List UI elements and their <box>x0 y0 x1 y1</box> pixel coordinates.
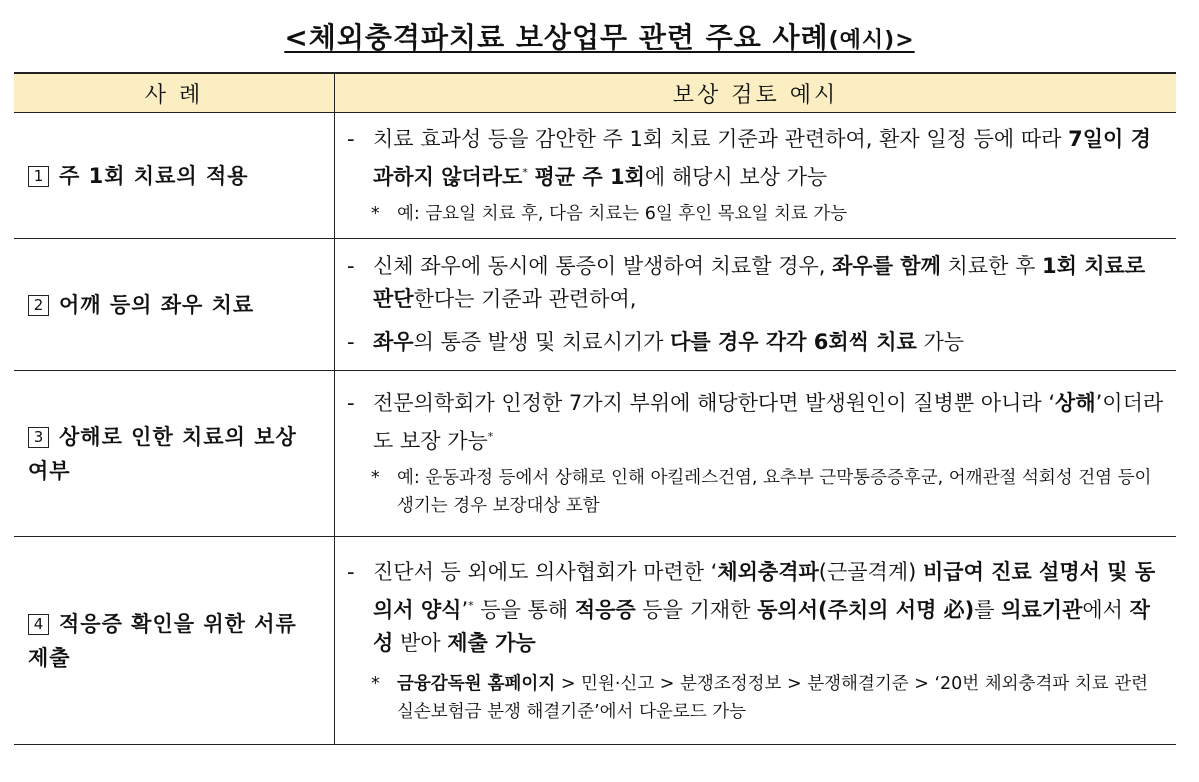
review-bold: 1회 치료로 판단 <box>373 254 1146 311</box>
table-row <box>14 371 1176 537</box>
footnote-star: * <box>371 673 380 694</box>
footnote-bold: 금융감독원 홈페이지 <box>397 673 556 694</box>
review-bold: 좌우 <box>373 330 414 354</box>
cases-table <box>14 72 1176 745</box>
case-title: 어깨 등의 좌우 치료 <box>59 292 255 317</box>
review-text: 진단서 등 외에도 의사협회가 마련한 ‘ <box>373 559 718 584</box>
dash-marker: - <box>347 391 355 415</box>
review-text: (근골격계) <box>818 559 923 584</box>
review-text: 가능 <box>916 330 965 354</box>
review-text: ’이더라도 보장 가능 <box>373 391 1164 453</box>
review-bold: 적응증 <box>574 597 636 622</box>
review-cell <box>335 239 1177 371</box>
case-title: 상해로 인한 치료의 보상 여부 <box>28 424 297 483</box>
title-suffix: (예시)> <box>828 28 915 53</box>
review-bold: 의료기관 <box>1001 597 1083 622</box>
document-title <box>0 16 1199 56</box>
review-bold: 제출 가능 <box>447 630 536 655</box>
review-bold: 동의서(주치의 서명 必) <box>757 597 975 622</box>
review-bold: 다를 경우 각각 6회씩 치료 <box>670 330 917 354</box>
review-item <box>347 326 1164 359</box>
table-row <box>14 537 1176 745</box>
review-item <box>347 250 1164 316</box>
case-cell <box>14 239 335 371</box>
table-row <box>14 113 1176 239</box>
review-bold: 좌우를 함께 <box>832 254 941 278</box>
review-text: 신체 좌우에 동시에 통증이 발생하여 치료할 경우, <box>373 254 833 278</box>
review-text: 등을 통해 <box>473 597 575 622</box>
review-bold: 비급여 진료 설명서 및 동의서 양식 <box>373 559 1156 622</box>
review-text: 등을 기재한 <box>635 597 758 622</box>
dash-marker: - <box>347 127 355 151</box>
review-bold: 평균 주 1회 <box>534 165 645 189</box>
case-number-box: 2 <box>28 295 49 316</box>
review-item <box>347 123 1164 194</box>
review-text <box>528 165 535 189</box>
review-bold: 체외충격파 <box>717 559 819 584</box>
review-text: ’ <box>461 597 469 622</box>
dash-marker: - <box>347 559 355 584</box>
footnote-text: > 민원·신고 > 분쟁조정정보 > 분쟁해결기준 > ‘20번 체외충격파 치료 관련 실손보험금 분쟁 해결기준’에서 다운로드 가능 <box>397 673 1149 722</box>
footnote <box>347 670 1164 726</box>
case-number-box: 3 <box>28 427 49 448</box>
footnote <box>347 200 1164 228</box>
case-number-box: 1 <box>28 166 49 187</box>
footnote-mark: * <box>468 598 474 612</box>
dash-marker: - <box>347 254 355 278</box>
review-text: 치료한 후 <box>940 254 1043 278</box>
case-title: 적응증 확인을 위한 서류 제출 <box>28 611 297 670</box>
review-text: 의 통증 발생 및 치료시기가 <box>413 330 671 354</box>
table-header-row <box>14 73 1176 113</box>
header-case: 사 례 <box>14 73 335 113</box>
header-review: 보상 검토 예시 <box>335 73 1177 113</box>
case-cell <box>14 113 335 239</box>
review-text: 를 <box>974 597 1002 622</box>
review-text: 에 해당시 보상 가능 <box>644 165 828 189</box>
review-text: 전문의학회가 인정한 7가지 부위에 해당한다면 발생원인이 질병뿐 아니라 ‘ <box>373 391 1056 415</box>
dash-marker: - <box>347 330 355 354</box>
review-cell <box>335 537 1177 745</box>
case-cell <box>14 371 335 537</box>
review-cell <box>335 371 1177 537</box>
review-item <box>347 387 1164 458</box>
review-text: 에서 <box>1082 597 1130 622</box>
title-main: <체외충격파치료 보상업무 관련 주요 사례 <box>284 21 829 54</box>
review-text: 받아 <box>393 630 448 655</box>
footnote-star: * <box>371 468 380 488</box>
footnote-mark: * <box>522 166 528 179</box>
table-row <box>14 239 1176 371</box>
review-cell <box>335 113 1177 239</box>
footnote-text: 예: 운동과정 등에서 상해로 인해 아킬레스건염, 요추부 근막통증증후군, 어깨관절 석회성 건염 등이 생기는 경우 보장대상 포함 <box>397 468 1152 516</box>
review-bold: 작성 <box>373 597 1150 655</box>
footnote <box>347 464 1164 520</box>
review-bold: 7일이 경과하지 않더라도 <box>373 127 1151 189</box>
review-text: 한다는 기준과 관련하여, <box>413 287 637 311</box>
case-title: 주 1회 치료의 적용 <box>59 163 249 188</box>
case-number-box: 4 <box>28 614 49 635</box>
review-item <box>347 556 1164 660</box>
review-bold: 상해 <box>1055 391 1096 415</box>
review-text: 치료 효과성 등을 감안한 주 1회 치료 기준과 관련하여, 환자 일정 등에 따라 <box>373 127 1069 151</box>
footnote-mark: * <box>487 430 494 443</box>
footnote-text: 예: 금요일 치료 후, 다음 치료는 6일 후인 목요일 치료 가능 <box>397 204 848 224</box>
footnote-star: * <box>371 204 380 224</box>
case-cell <box>14 537 335 745</box>
